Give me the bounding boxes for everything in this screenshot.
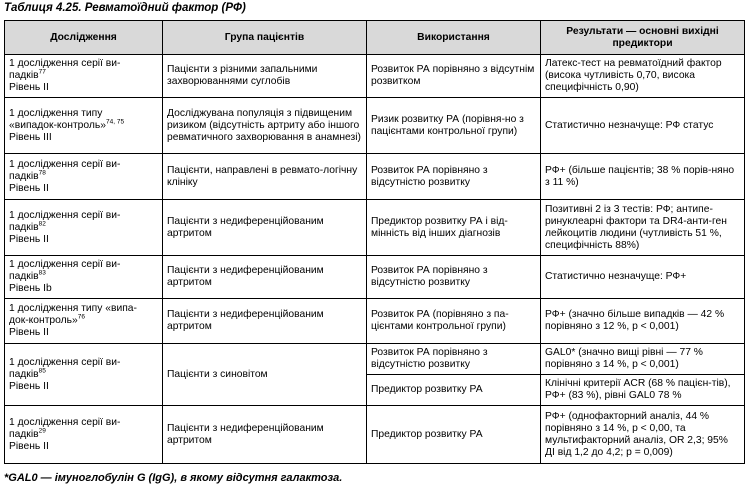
- table-row: [5, 98, 745, 154]
- study-line: падків: [9, 428, 39, 440]
- group-cell: Пацієнти з недиференційованим артритом: [163, 406, 367, 464]
- evidence-level: Рівень Ib: [9, 283, 52, 294]
- evidence-level: Рівень II: [9, 380, 49, 392]
- header-usage: Використання: [367, 21, 541, 55]
- study-line: «випадок-контроль»: [9, 119, 106, 131]
- evidence-level: Рівень II: [9, 233, 49, 245]
- study-line: падків: [9, 170, 39, 182]
- study-line: 1 дослідження серії ви-: [9, 356, 121, 368]
- usage-cell: Предиктор розвитку РА: [367, 406, 541, 464]
- study-cell: [5, 154, 163, 200]
- study-cell: [5, 344, 163, 406]
- results-cell: GAL0* (значно вищі рівні — 77 % порівняно з 14 %, p < 0,001): [541, 344, 745, 375]
- study-line: падків: [9, 70, 39, 81]
- study-cell: [5, 200, 163, 256]
- reference-number: 29: [38, 427, 46, 435]
- usage-cell: Розвиток РА порівняно з відсутністю розвитку: [367, 154, 541, 200]
- reference-number: 78: [38, 169, 46, 177]
- table-row: [5, 406, 745, 464]
- study-cell: [5, 406, 163, 464]
- results-cell: Клінічні критерії ACR (68 % пацієн-тів), РФ+ (83 %), рівні GAL0 78 %: [541, 375, 745, 406]
- reference-number: 74, 75: [106, 118, 125, 126]
- reference-number: 83: [38, 269, 46, 277]
- evidence-level: Рівень II: [9, 440, 49, 452]
- usage-cell: Ризик розвитку РА (порівня-но з пацієнтами контрольної групи): [367, 98, 541, 154]
- study-line: 1 дослідження серії ви-: [9, 259, 121, 270]
- footnote: *GAL0 — імуноглобулін G (IgG), в якому відсутня галактоза.: [4, 472, 343, 484]
- study-line: падків: [9, 271, 39, 282]
- evidence-level: Рівень II: [9, 327, 49, 338]
- evidence-level: Рівень II: [9, 182, 49, 194]
- reference-number: 82: [38, 220, 46, 228]
- study-line: 1 дослідження серії ви-: [9, 158, 121, 170]
- results-cell: РФ+ (однофакторний аналіз, 44 % порівняно з 14 %, p < 0,00, та мультифакторний аналіз, OR 2,3; 95% ДІ від 1,2 до 4,2; p = 0,009): [541, 406, 745, 464]
- study-cell: [5, 256, 163, 299]
- usage-cell: Розвиток РА (порівняно з па-цієнтами контрольної групи): [367, 299, 541, 344]
- usage-cell: Предиктор розвитку РА: [367, 375, 541, 406]
- study-line: падків: [9, 368, 39, 380]
- header-results: Результати — основні вихідні предиктори: [541, 21, 745, 55]
- usage-cell: Розвиток РА порівняно з відсутністю розвитку: [367, 344, 541, 375]
- group-cell: Пацієнти, направлені в ревмато-логічну клініку: [163, 154, 367, 200]
- study-line: падків: [9, 221, 39, 233]
- results-cell: Статистично незначуще: РФ+: [541, 256, 745, 299]
- study-line: 1 дослідження типу: [9, 107, 103, 119]
- evidence-level: Рівень III: [9, 131, 52, 143]
- study-cell: [5, 299, 163, 344]
- group-cell: Пацієнти з недиференційованим артритом: [163, 299, 367, 344]
- usage-cell: Розвиток РА порівняно з відсутнім розвитком: [367, 55, 541, 98]
- study-line: 1 дослідження серії ви-: [9, 209, 121, 221]
- usage-cell: Предиктор розвитку РА і від-мінність від інших діагнозів: [367, 200, 541, 256]
- results-cell: РФ+ (більше пацієнтів; 38 % порів-няно з 11 %): [541, 154, 745, 200]
- header-row: [5, 21, 745, 55]
- group-cell: Пацієнти з недиференційованим артритом: [163, 256, 367, 299]
- group-cell: Пацієнти з різними запальними захворюваннями суглобів: [163, 55, 367, 98]
- group-cell: Пацієнти з недиференційованим артритом: [163, 200, 367, 256]
- table-caption: Таблиця 4.25. Ревматоїдний фактор (РФ): [4, 2, 246, 14]
- study-line: 1 дослідження типу «випа-: [9, 303, 137, 314]
- study-line: 1 дослідження серії ви-: [9, 58, 121, 69]
- reference-number: 76: [77, 313, 85, 321]
- study-line: 1 дослідження серії ви-: [9, 416, 121, 428]
- table-row: [5, 154, 745, 200]
- header-study: Дослідження: [5, 21, 163, 55]
- evidence-level: Рівень II: [9, 82, 49, 93]
- study-line: док-контроль»: [9, 315, 78, 326]
- rheumatoid-factor-table: [4, 20, 745, 464]
- results-cell: РФ+ (значно більше випадків — 42 % порівняно з 12 %, p < 0,001): [541, 299, 745, 344]
- results-cell: Позитивні 2 із 3 тестів: РФ; антипе-ринуклеарні фактори та DR4-анти-ген лейкоцитів людини (чутливість 51 %, специфічність 88%): [541, 200, 745, 256]
- header-group: Група пацієнтів: [163, 21, 367, 55]
- study-cell: [5, 55, 163, 98]
- table-row: [5, 55, 745, 98]
- table-row: [5, 200, 745, 256]
- results-cell: Латекс-тест на ревматоїдний фактор (висока чутливість 0,70, висока специфічність 0,90): [541, 55, 745, 98]
- study-cell: [5, 98, 163, 154]
- table-row: [5, 299, 745, 344]
- reference-number: 77: [38, 68, 46, 76]
- results-cell: Статистично незначуще: РФ статус: [541, 98, 745, 154]
- reference-number: 85: [38, 367, 46, 375]
- group-cell: Досліджувана популяція з підвищеним ризиком (відсутність артриту або іншого ревматичного захворювання в анамнезі): [163, 98, 367, 154]
- group-cell: Пацієнти з синовітом: [163, 344, 367, 406]
- usage-cell: Розвиток РА порівняно з відсутністю розвитку: [367, 256, 541, 299]
- table-row: [5, 256, 745, 299]
- table-row: [5, 344, 745, 375]
